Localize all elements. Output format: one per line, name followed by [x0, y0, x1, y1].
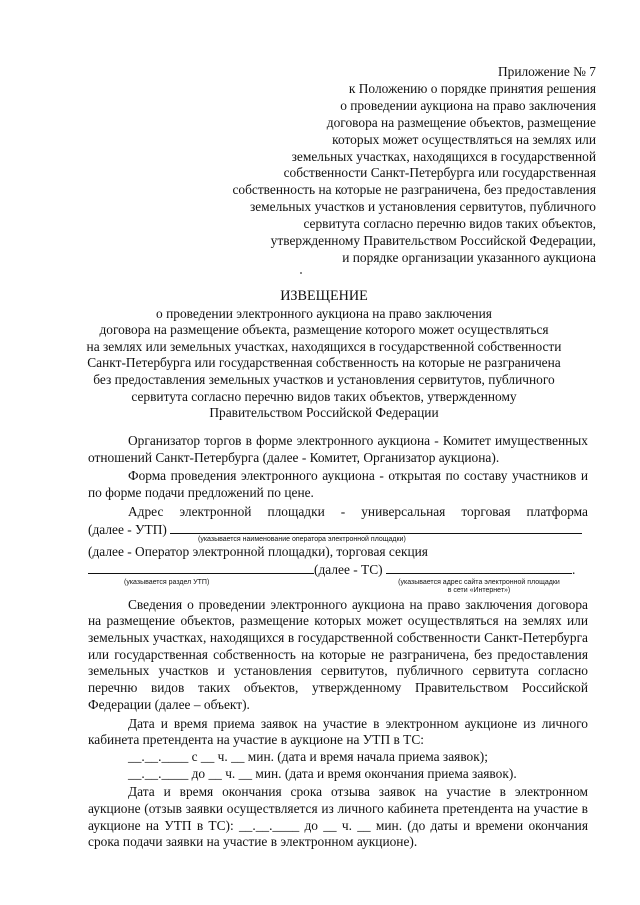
scan-speck — [300, 272, 302, 274]
notice-body — [88, 433, 588, 851]
platform-utp-label: (далее - УТП) — [88, 521, 167, 537]
notice-subtitle-line: Санкт-Петербурга или государственная собственность на которые не разграничена — [87, 355, 561, 371]
application-start-date: __.__.____ с __ ч. __ мин. (дата и время начала приема заявок); — [128, 748, 488, 764]
organizer-paragraph: Организатор торгов в форме электронного аукциона - Комитет имущественных отношений Санкт-Петербурга (далее - Комитет, Организатор аукциона). — [88, 433, 588, 465]
section-note: (указывается раздел УТП) — [124, 578, 210, 586]
appendix-header — [176, 64, 596, 267]
notice-title-block — [60, 288, 588, 422]
appendix-line: к Положению о порядке принятия решения — [348, 80, 596, 96]
appendix-line: земельных участках, находящихся в государственной — [291, 148, 596, 164]
appendix-line: утвержденному Правительством Российской Федерации, — [270, 233, 596, 249]
notice-subtitle-line: договора на размещение объекта, размещение которого может осуществляться — [99, 322, 549, 338]
appendix-line: и порядке организации указанного аукциона — [342, 249, 596, 265]
site-note-line: (указывается адрес сайта электронной площадки — [398, 578, 560, 586]
application-end-date: __.__.____ до __ ч. __ мин. (дата и время окончания приема заявок). — [128, 765, 517, 781]
notice-title: ИЗВЕЩЕНИЕ — [280, 288, 368, 304]
appendix-number: Приложение № 7 — [497, 64, 596, 79]
withdrawal-deadline-paragraph: Дата и время окончания срока отзыва заявок на участие в электронном аукционе (отзыв заявки осуществляется из личного кабинета претендента на участие в аукционе на УТП в ТС): __.__.____ до __ ч. __ мин. (до даты и времени окончания срока подачи заявки на участие в электронном аукционе). — [88, 784, 588, 850]
appendix-line: договора на размещение объектов, размещение — [326, 114, 596, 130]
section-name-blank — [88, 561, 314, 574]
notice-subtitle-line: сервитута согласно перечню видов таких объектов, утвержденному — [131, 388, 517, 404]
auction-form-paragraph: Форма проведения электронного аукциона - открытая по составу участников и по форме подачи предложений по цене. — [88, 468, 588, 501]
site-note-line: в сети «Интернет») — [447, 586, 511, 594]
notice-subtitle-line: Правительством Российской Федерации — [209, 405, 439, 421]
application-dates-intro: Дата и время приема заявок на участие в электронном аукционе из личного кабинета претендента на участие в аукционе на УТП в ТС: — [88, 715, 588, 748]
operator-name-blank — [170, 521, 582, 534]
trading-section-line: (далее - Оператор электронной площадки), торговая секция — [88, 544, 428, 560]
site-note — [372, 579, 586, 595]
notice-subtitle-line: без предоставления земельных участков и установления сервитутов, публичного — [93, 371, 555, 387]
site-address-blank — [386, 561, 572, 574]
notice-subtitle-line: о проведении электронного аукциона на право заключения — [156, 305, 492, 321]
platform-address-line: Адрес электронной площадки - универсальная торговая платформа — [128, 503, 588, 519]
ts-label: (далее - ТС) — [314, 561, 383, 577]
notice-subtitle-line: на землях или земельных участках, находящихся в государственной собственности — [86, 338, 562, 354]
operator-name-note: (указывается наименование оператора электронной площадки) — [198, 536, 406, 544]
appendix-line: земельных участков и установления сервитутов, публичного — [249, 199, 596, 215]
appendix-line: собственность на которые не разграничена, без предоставления — [232, 182, 596, 198]
auction-info-paragraph: Сведения о проведении электронного аукциона на право заключения договора на размещение объектов, размещение которых может осуществляться на землях или земельных участках, находящихся в государственной собственности Санкт-Петербурга или государственная собственность на которые не разграничена, без предоставления земельных участков и установления сервитутов, публичного сервитута согласно перечню видов таких объектов, утвержденному Правительством Российской Федерации (далее – объект). — [88, 596, 588, 712]
appendix-line: сервитута согласно перечню видов таких объектов, — [303, 216, 596, 232]
appendix-line: о проведении аукциона на право заключения — [340, 97, 596, 113]
appendix-line: которых может осуществляться на землях или — [332, 131, 596, 147]
trading-section-row: (далее - ТС) . — [88, 561, 588, 579]
appendix-line: собственности Санкт-Петербурга или государственная — [283, 165, 596, 181]
